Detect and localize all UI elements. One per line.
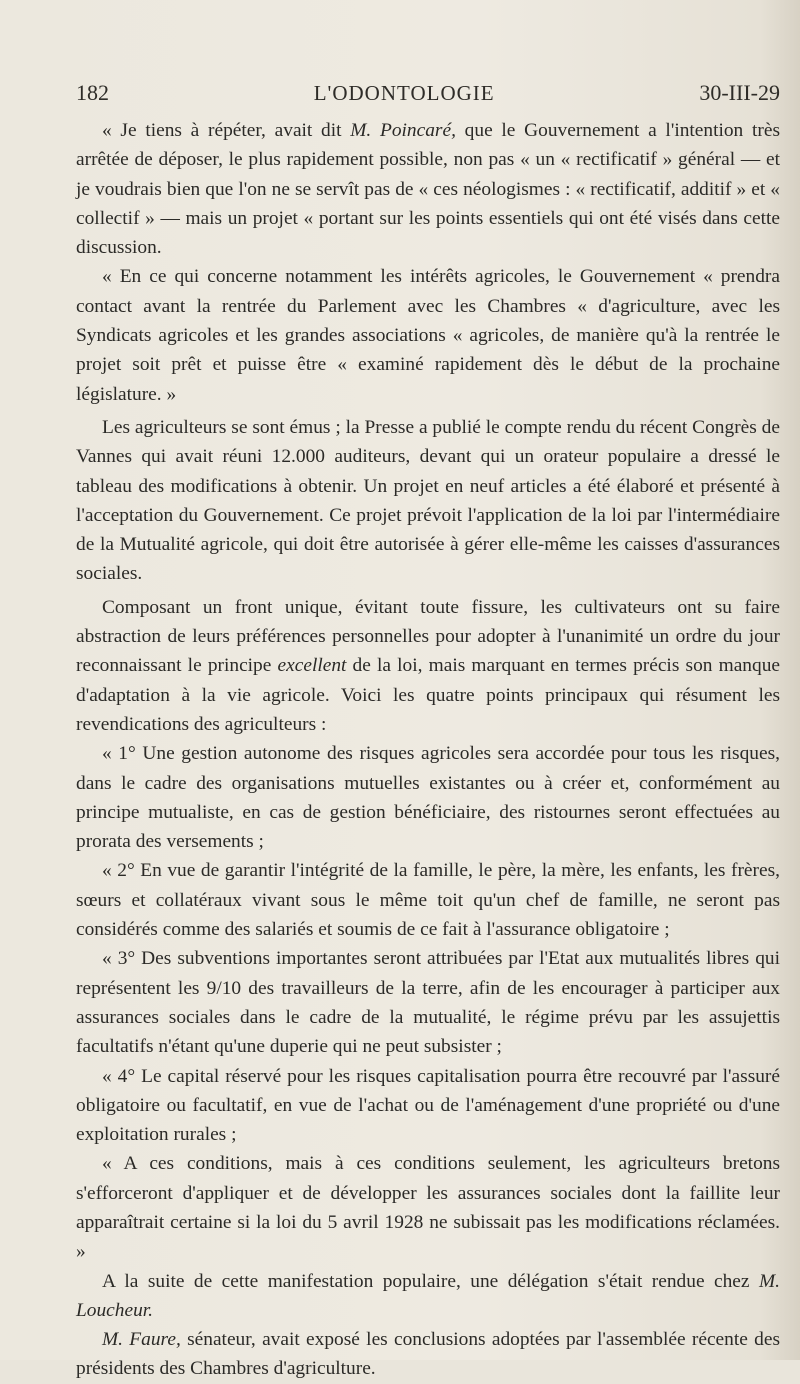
text-run: « 2° En vue de garantir l'intégrité de la famille, le père, la mère, les enfants, les frères, sœurs et collatéraux vivant sous le même toit qu'un chef de famille, ne seront pas considérés comme des salariés et soumis de ce fait à l'assurance obligatoire ; (76, 860, 780, 941)
paragraph (76, 593, 780, 739)
issue-date: 30-III-29 (699, 80, 780, 105)
paragraph (76, 944, 780, 1061)
article-body (76, 116, 780, 1384)
text-run: A la suite de cette manifestation populaire, une délégation s'était rendue chez (102, 1270, 759, 1292)
text-run: « 4° Le capital réservé pour les risques capitalisation pourra être recouvré par l'assuré obligatoire ou facultatif, en vue de l'achat ou de l'aménagement d'une propriété ou d'une exploitation rurales ; (76, 1065, 780, 1146)
paragraph (76, 739, 780, 856)
text-run: « Je tiens à répéter, avait dit (102, 120, 351, 141)
paragraph (76, 1062, 780, 1150)
paragraph (76, 1325, 780, 1384)
italic-text: M. Faure, (102, 1329, 181, 1351)
paragraph (76, 262, 780, 408)
running-header (76, 80, 780, 106)
italic-text: excellent (277, 655, 347, 677)
text-run: sénateur, avait exposé les conclusions adoptées par l'assemblée récente des présidents des Chambres d'agriculture. (76, 1329, 780, 1380)
text-run: « En ce qui concerne notamment les intérêts agricoles, le Gouvernement « prendra contact avant la rentrée du Parlement avec les Chambres « d'agriculture, avec les Syndicats agricoles et les grandes associations « agricoles, de manière qu'à la rentrée le projet soit prêt et puisse être « examiné rapidement dès le début de la prochaine législature. » (76, 266, 780, 405)
journal-title: L'ODONTOLOGIE (313, 81, 495, 105)
text-run: Composant un front unique, évitant toute fissure, les cultivateurs ont su faire abstraction de leurs préférences personnelles pour adopter à l'unanimité un ordre du jour reconnaissant le principe (76, 596, 780, 677)
text-run: que le Gouvernement a l'intention très arrêtée de déposer, le plus rapidement possible, non pas « un « rectificatif » général — et je voudrais bien que l'on ne se servît pas de « ces néologismes : « rectificatif, additif » et « collectif » — mais un projet « portant sur les points essentiels qui ont été visés dans cette discussion. (76, 120, 780, 259)
text-run: « 3° Des subventions importantes seront attribuées par l'Etat aux mutualités libres qui représentent les 9/10 des travailleurs de la terre, afin de les encourager à participer aux assurances sociales dans le cadre de la mutualité, le régime prévu par les assujettis facultatifs n'étant qu'une duperie qui ne peut subsister ; (76, 948, 780, 1058)
paragraph (76, 116, 780, 262)
paragraph (76, 413, 780, 589)
paragraph (76, 1149, 780, 1266)
page-number: 182 (76, 80, 109, 105)
paragraph (76, 856, 780, 944)
text-run: « 1° Une gestion autonome des risques agricoles sera accordée pour tous les risques, dans le cadre des organisations mutuelles existantes ou à créer et, conformément au principe mutualiste, en cas de gestion bénéficiaire, des ristournes seront effectuées au prorata des versements ; (76, 743, 780, 853)
text-run: Les agriculteurs se sont émus ; la Presse a publié le compte rendu du récent Congrès de Vannes qui avait réuni 12.000 auditeurs, devant qui un orateur populaire a dressé le tableau des modifications à obtenir. Un projet en neuf articles a été élaboré et présenté à l'acceptation du Gouvernement. Ce projet prévoit l'application de la loi par l'intermédiaire de la Mutualité agricole, qui doit être autorisée à gérer elle-même les caisses d'assurances sociales. (76, 416, 780, 585)
italic-text: M. Poincaré, (350, 120, 456, 141)
text-run: de la loi, mais marquant en termes précis son manque d'adaptation à la vie agricole. Voici les quatre points principaux qui résument les revendications des agriculteurs : (76, 655, 780, 735)
text-run: « A ces conditions, mais à ces conditions seulement, les agriculteurs bretons s'efforceront d'appliquer et de développer les assurances sociales dont la faillite leur apparaîtrait certaine si la loi du 5 avril 1928 ne subissait pas les modifications réclamées. » (76, 1153, 780, 1263)
paragraph (76, 1267, 780, 1326)
italic-text: M. Loucheur. (76, 1270, 780, 1321)
